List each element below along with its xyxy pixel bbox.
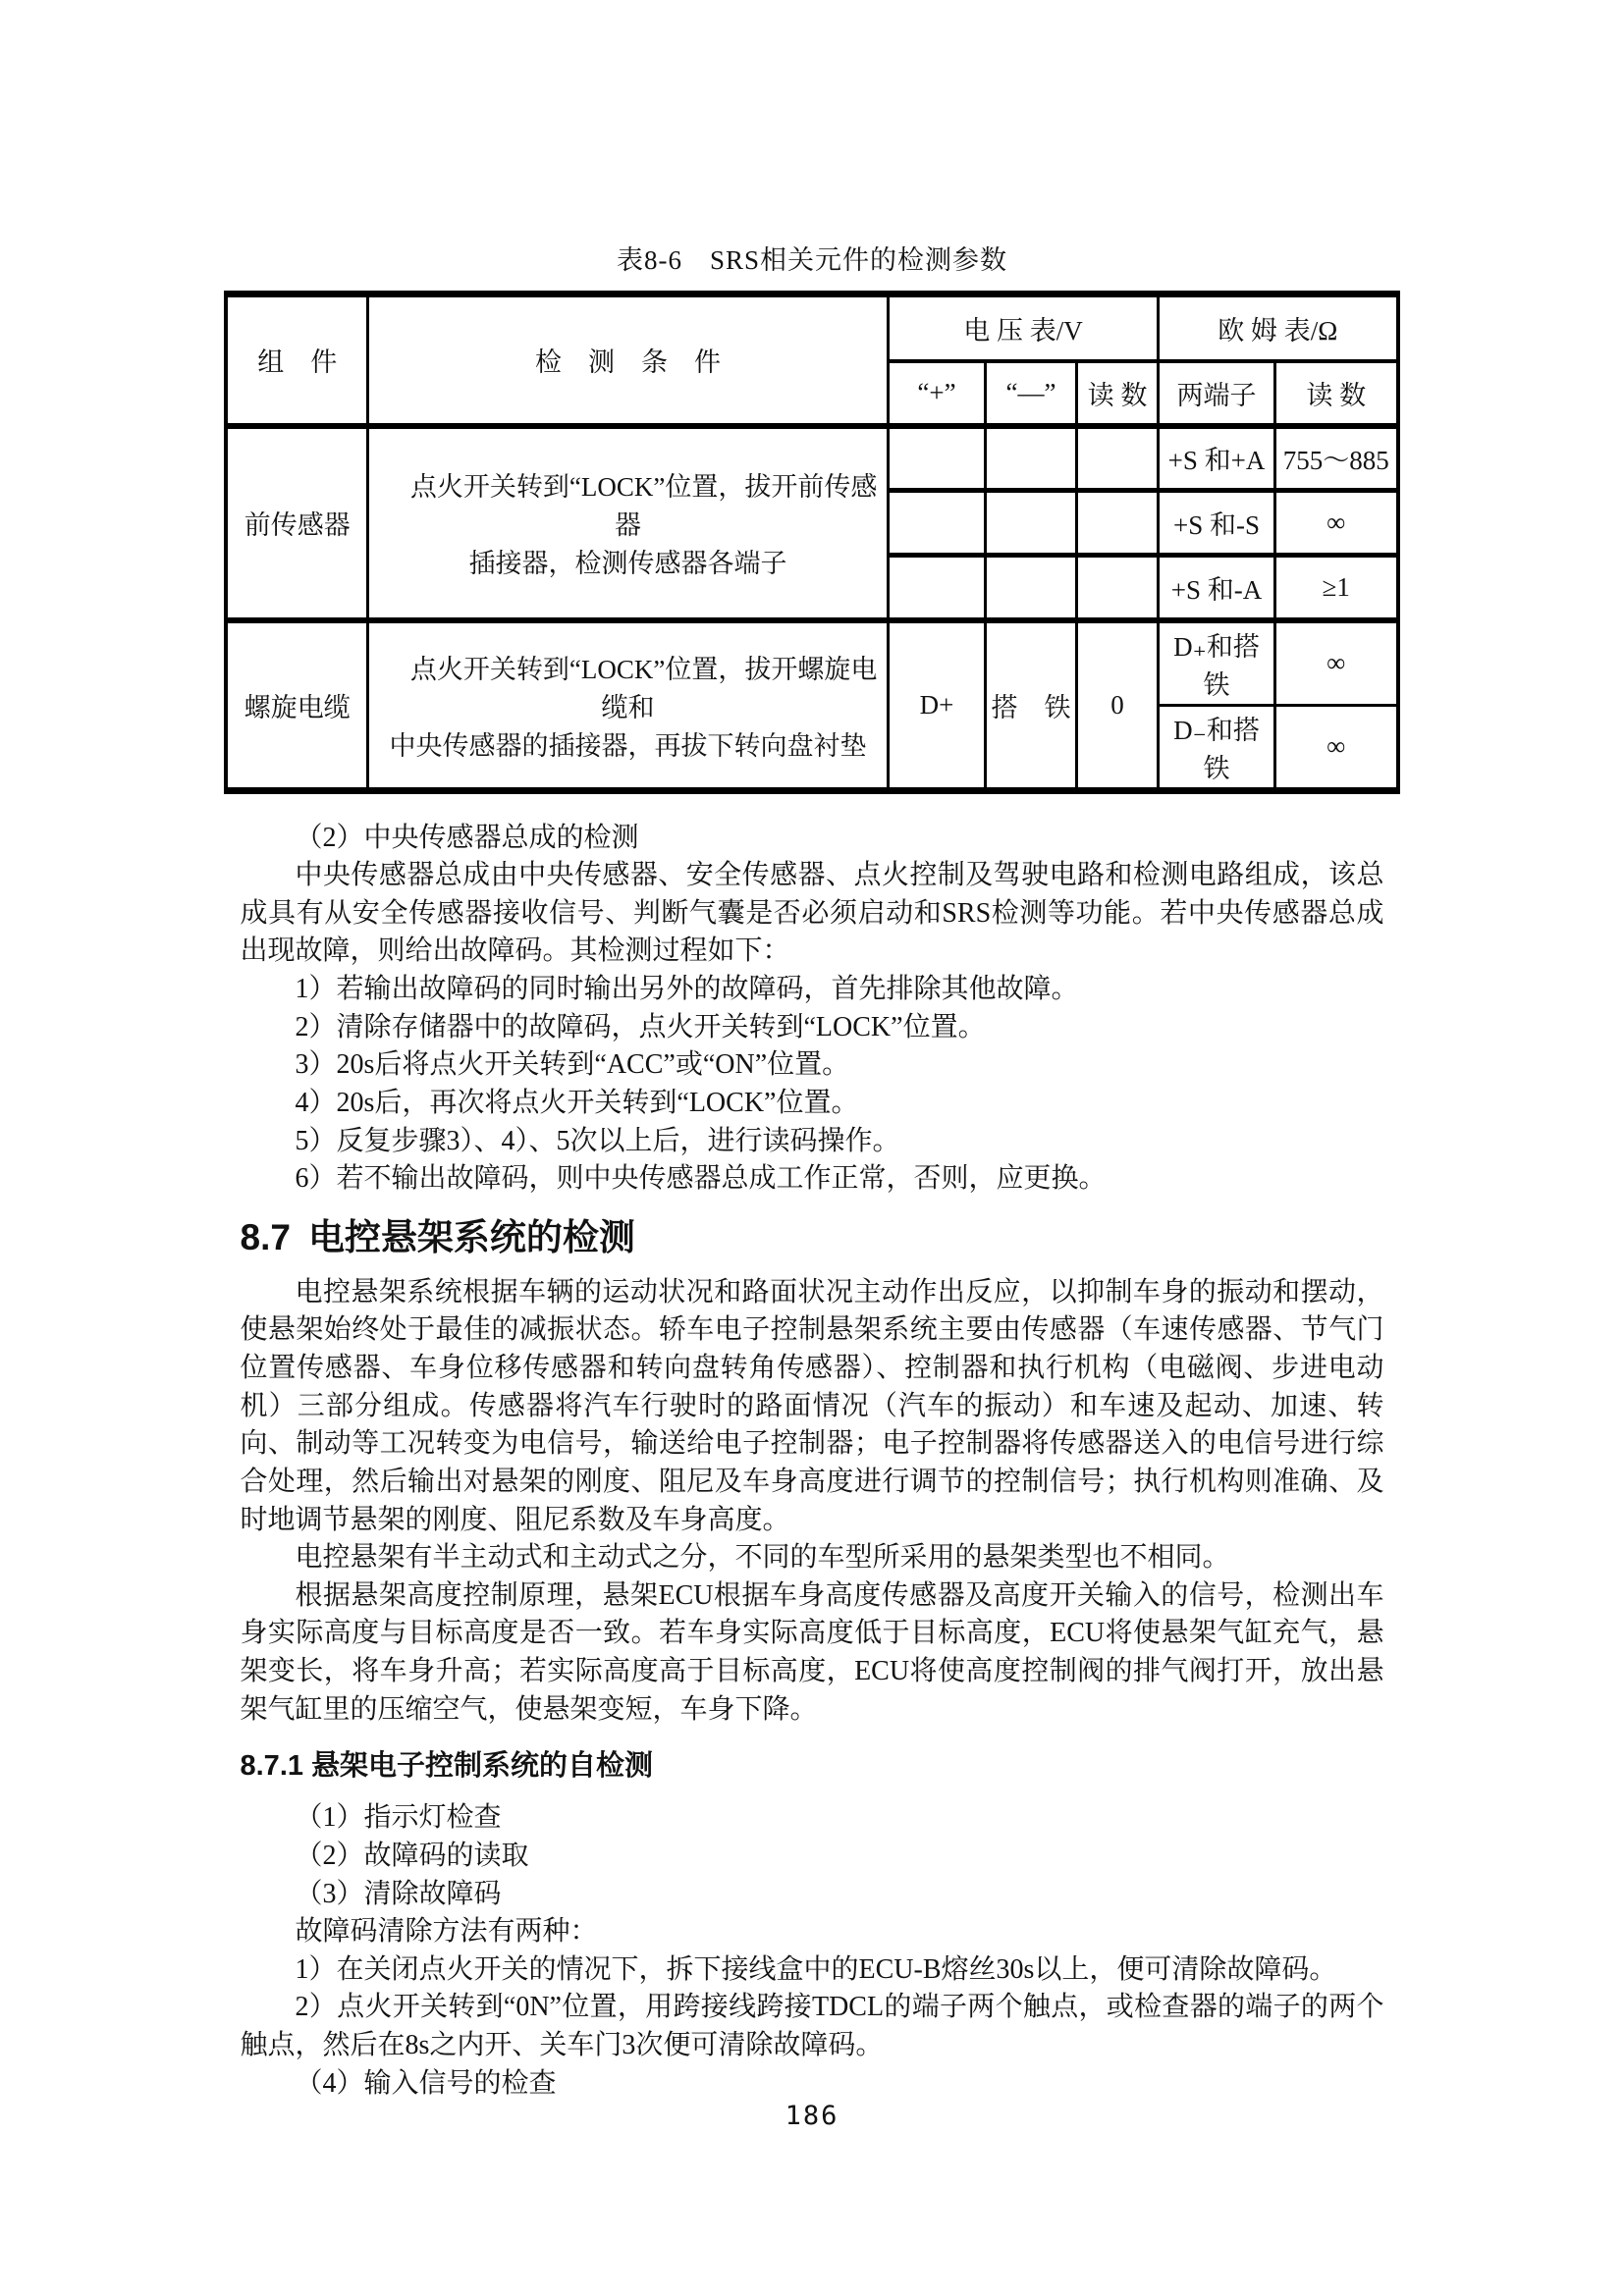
cell-component: 前传感器 <box>226 426 367 620</box>
cell-terminals: +S 和-S <box>1159 491 1275 556</box>
self-test-item-3: （3）清除故障码 <box>295 1878 502 1909</box>
step-6: 6）若不输出故障码，则中央传感器总成工作正常，否则，应更换。 <box>295 1163 1107 1195</box>
condition-line-2: 插接器，检测传感器各端子 <box>468 549 787 578</box>
self-test-item-1: （1）指示灯检查 <box>295 1802 502 1834</box>
header-ohmmeter-group: 欧 姆 表/Ω <box>1159 294 1398 361</box>
header-plus: “+” <box>888 361 985 426</box>
cell-volt-plus: D+ <box>888 620 985 791</box>
cell-terminals: D₊和搭铁 <box>1159 620 1275 706</box>
clear-method-1: 1）在关闭点火开关的情况下，拆下接线盒中的ECU-B熔丝30s以上，便可清除故障码。 <box>295 1953 1337 1985</box>
cell-ohm-reading: ∞ <box>1275 491 1398 556</box>
cell-volt-minus: 搭 铁 <box>985 620 1076 791</box>
cell-volt-plus-empty <box>888 556 985 620</box>
subsection-title: 悬架电子控制系统的自检测 <box>311 1750 654 1783</box>
section-number: 8.7 <box>240 1216 291 1257</box>
page-number: 186 <box>785 2101 839 2131</box>
paragraph-central-sensor: 中央传感器总成由中央传感器、安全传感器、点火控制及驾驶电路和检测电路组成，该总成具有从安全传感器接收信号、判断气囊是否必须启动和SRS检测等功能。若中央传感器总成出现故障，则给出故障码。其检测过程如下： <box>240 860 1384 967</box>
cell-volt-reading-empty <box>1076 556 1158 620</box>
cell-volt-minus-empty <box>985 556 1076 620</box>
srs-table-block <box>0 0 1624 794</box>
srs-parameters-table <box>224 291 1399 794</box>
header-component: 组 件 <box>226 294 367 426</box>
header-condition: 检 测 条 件 <box>367 294 888 426</box>
self-test-item-2: （2）故障码的读取 <box>295 1840 529 1871</box>
clear-method-2: 2）点火开关转到“0N”位置，用跨接线跨接TDCL的端子两个触点，或检查器的端子的两个触点，然后在8s之内开、关车门3次便可清除故障码。 <box>240 1992 1384 2061</box>
self-test-item-4: （4）输入信号的检查 <box>295 2067 557 2099</box>
cell-volt-plus-empty <box>888 426 985 491</box>
section-heading-8-7 <box>241 1212 1384 1262</box>
cell-volt-minus-empty <box>985 426 1076 491</box>
condition-line-1: 点火开关转到“LOCK”位置，拔开前传感器 <box>409 472 878 540</box>
header-terminals: 两端子 <box>1159 361 1275 426</box>
cell-ohm-reading: ∞ <box>1275 705 1398 790</box>
step-5: 5）反复步骤3）、4）、5次以上后，进行读码操作。 <box>295 1125 900 1156</box>
table-row-spiral-cable <box>226 620 1397 706</box>
step-2: 2）清除存储器中的故障码，点火开关转到“LOCK”位置。 <box>295 1011 986 1042</box>
cell-condition <box>367 426 888 620</box>
section-title: 电控悬架系统的检测 <box>307 1216 635 1257</box>
cell-volt-reading-empty <box>1076 426 1158 491</box>
item-heading-central-sensor: （2）中央传感器总成的检测 <box>295 822 639 853</box>
condition-text <box>373 465 883 580</box>
paragraph-suspension-overview: 电控悬架系统根据车辆的运动状况和路面状况主动作出反应，以抑制车身的振动和摆动，使悬架始终处于最佳的减振状态。轿车电子控制悬架系统主要由传感器（车速传感器、节气门位置传感器、车身位移传感器和转向盘转角传感器）、控制器和执行机构（电磁阀、步进电动机）三部分组成。传感器将汽车行驶时的路面情况（汽车的振动）和车速及起动、加速、转向、制动等工况转变为电信号，输送给电子控制器；电子控制器将传感器送入的电信号进行综合处理，然后输出对悬架的刚度、阻尼及车身高度进行调节的控制信号；执行机构则准确、及时地调节悬架的刚度、阻尼系数及车身高度。 <box>240 1276 1384 1535</box>
condition-line-1: 点火开关转到“LOCK”位置，拔开螺旋电缆和 <box>409 654 878 722</box>
self-test-methods-intro: 故障码清除方法有两种： <box>295 1916 598 1948</box>
cell-volt-reading-empty <box>1076 491 1158 556</box>
cell-volt-plus-empty <box>888 491 985 556</box>
step-1: 1）若输出故障码的同时输出另外的故障码，首先排除其他故障。 <box>295 974 1079 1004</box>
paragraph-height-control: 根据悬架高度控制原理，悬架ECU根据车身高度传感器及高度开关输入的信号，检测出车身实际高度与目标高度是否一致。若车身实际高度低于目标高度，ECU将使悬架气缸充气，悬架变长，将车身升高；若实际高度高于目标高度，ECU将使高度控制阀的排气阀打开，放出悬架气缸里的压缩空气，使悬架变短，车身下降。 <box>240 1579 1384 1725</box>
table-header-row-1 <box>226 294 1397 361</box>
header-minus: “—” <box>985 361 1076 426</box>
cell-ohm-reading: ≥1 <box>1275 556 1398 620</box>
table-row-front-sensor <box>226 426 1397 491</box>
subsection-number: 8.7.1 <box>240 1750 303 1783</box>
condition-text <box>373 648 883 763</box>
condition-line-2: 中央传感器的插接器，再拔下转向盘衬垫 <box>389 730 867 761</box>
step-3: 3）20s后将点火开关转到“ACC”或“ON”位置。 <box>295 1049 850 1081</box>
subsection-heading-8-7-1 <box>241 1746 1384 1786</box>
cell-component: 螺旋电缆 <box>226 620 367 791</box>
cell-terminals: D₋和搭铁 <box>1159 705 1275 790</box>
header-voltmeter-group: 电 压 表/V <box>888 294 1158 361</box>
cell-terminals: +S 和+A <box>1159 426 1275 491</box>
cell-volt-reading: 0 <box>1076 620 1158 791</box>
cell-volt-minus-empty <box>985 491 1076 556</box>
paragraph-suspension-types: 电控悬架有半主动式和主动式之分，不同的车型所采用的悬架类型也不相同。 <box>295 1542 1230 1574</box>
header-ohm-reading: 读 数 <box>1275 361 1398 426</box>
body-text <box>241 820 1384 2104</box>
header-volt-reading: 读 数 <box>1076 361 1158 426</box>
table-caption: 表8-6 SRS相关元件的检测参数 <box>616 245 1008 275</box>
cell-ohm-reading: ∞ <box>1275 620 1398 706</box>
cell-ohm-reading: 755～885 <box>1275 426 1398 491</box>
cell-condition <box>367 620 888 791</box>
cell-terminals: +S 和-A <box>1159 556 1275 620</box>
step-4: 4）20s后，再次将点火开关转到“LOCK”位置。 <box>295 1087 859 1118</box>
